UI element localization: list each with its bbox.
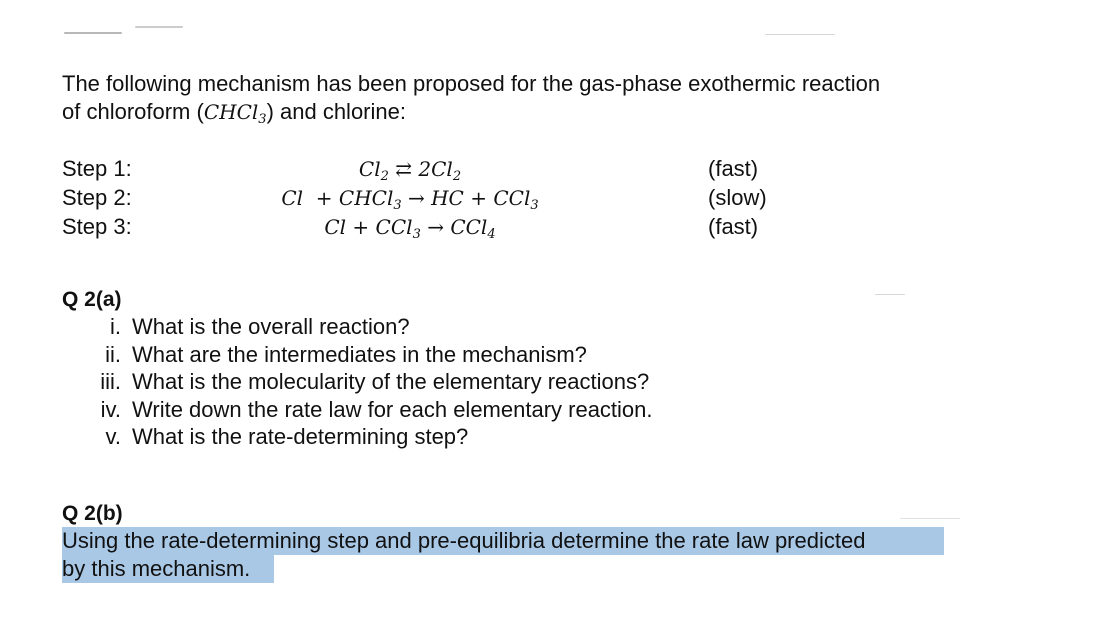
right-artifact-qb (900, 518, 960, 519)
eq3-b: CCl (375, 215, 413, 239)
step-1-label: Step 1: (62, 156, 132, 181)
eq1-lhs-sub: 2 (380, 169, 389, 184)
eq1-rhs: 2Cl (418, 157, 453, 181)
list-item (84, 423, 653, 451)
eq1-lhs: Cl (358, 157, 381, 181)
intro-line-2 (62, 98, 1022, 126)
q2a-question-list (84, 313, 653, 451)
eq2-d-sub: 3 (530, 198, 539, 213)
equation-step-2 (270, 184, 550, 213)
equation-step-3 (270, 213, 550, 242)
eq1-rhs-sub: 2 (452, 169, 462, 184)
list-item-text: What is the overall reaction? (132, 314, 410, 339)
list-item (84, 396, 653, 424)
step-3-speed: (fast) (708, 214, 759, 239)
list-item-number: iv. (100, 396, 121, 422)
top-right-artifact (765, 34, 835, 35)
eq3-c-sub: 4 (487, 227, 496, 242)
top-left-artifact (64, 32, 122, 34)
eq2-b-sub: 3 (393, 198, 402, 213)
list-item-number: ii. (105, 341, 121, 367)
step-2-label: Step 2: (62, 185, 132, 210)
eq2-a: Cl (281, 186, 304, 210)
eq3-arrow: → (427, 215, 444, 239)
q2b-question[interactable] (62, 527, 944, 583)
chloroform-base: CHCl (203, 100, 259, 124)
list-item (84, 341, 653, 369)
list-item-number: iii. (100, 369, 121, 394)
q2a-heading: Q 2(a) (62, 288, 122, 311)
list-item-number: i. (110, 314, 121, 339)
eq2-plus2: + (470, 186, 487, 210)
list-item-number: v. (105, 424, 121, 449)
intro-line-2-prefix: of chloroform ( (62, 99, 204, 124)
eq3-c: CCl (450, 215, 488, 239)
step-labels (62, 155, 132, 242)
step-speeds (708, 155, 767, 242)
q2b-line-2: by this mechanism. (62, 556, 251, 581)
eq3-plus1: + (352, 215, 370, 239)
eq2-c: HC (431, 186, 464, 210)
chloroform-formula (203, 100, 267, 127)
chloroform-sub: 3 (258, 112, 267, 127)
eq3-b-sub: 3 (412, 227, 421, 242)
list-item-text: What is the rate-determining step? (132, 424, 469, 449)
equation-step-1 (270, 155, 550, 184)
list-item (84, 368, 653, 396)
q2b-line-1: Using the rate-determining step and pre-equilibria determine the rate law predicted (62, 528, 866, 553)
step-1-speed: (fast) (708, 156, 759, 181)
eq2-plus1: + (315, 186, 333, 210)
list-item-text: Write down the rate law for each elementary reaction. (132, 396, 653, 422)
right-artifact-qa (875, 294, 905, 295)
top-left-artifact-2 (135, 26, 183, 28)
list-item (84, 313, 653, 341)
intro-line-1: The following mechanism has been proposed for the gas-phase exothermic reaction (62, 71, 881, 96)
eq2-arrow: → (407, 186, 425, 210)
step-3-label: Step 3: (62, 214, 132, 239)
eq3-a: Cl (324, 215, 347, 239)
mechanism-equations (270, 155, 550, 242)
eq1-arrow: ⇄ (395, 157, 413, 181)
intro-paragraph (62, 70, 1022, 126)
q2b-heading: Q 2(b) (62, 502, 123, 525)
list-item-text: What are the intermediates in the mechanism? (132, 341, 587, 367)
step-2-speed: (slow) (708, 185, 767, 210)
q2b-line-2-highlighted[interactable] (62, 555, 274, 583)
eq2-b: CHCl (338, 186, 394, 210)
list-item-text: What is the molecularity of the elementary reactions? (132, 369, 650, 394)
q2b-line-1-highlighted[interactable] (62, 527, 944, 555)
intro-line-2-suffix: ) and chlorine: (266, 99, 406, 124)
eq2-d: CCl (493, 186, 531, 210)
